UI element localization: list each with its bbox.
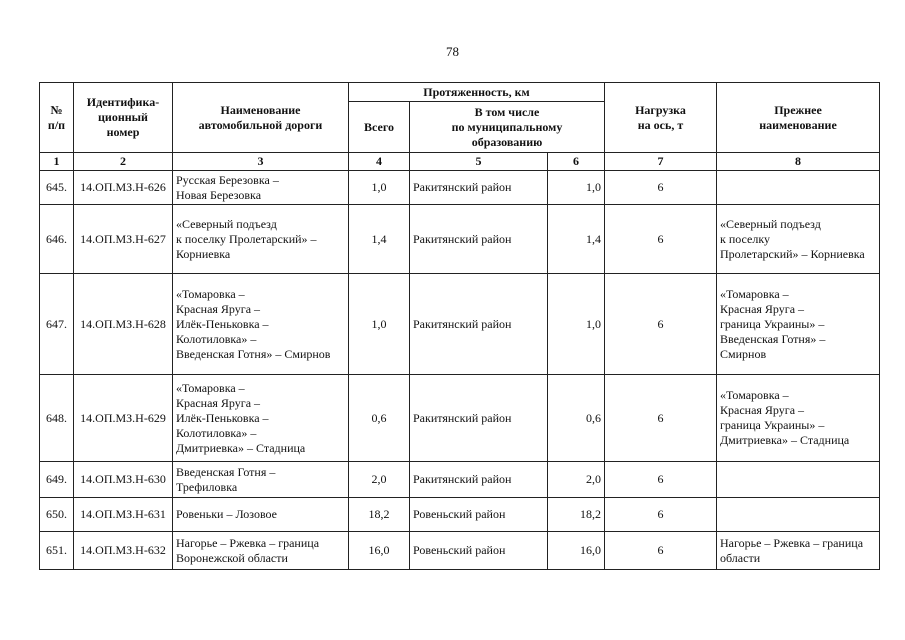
row-district-km: 2,0 [548,462,605,498]
column-number: 5 [410,153,548,171]
row-load: 6 [605,375,717,462]
column-number: 3 [173,153,349,171]
row-prev [717,462,880,498]
row-num: 649. [40,462,74,498]
row-prev [717,171,880,205]
row-district-km: 1,4 [548,205,605,274]
page-number: 78 [446,44,459,59]
row-id: 14.ОП.МЗ.Н-627 [74,205,173,274]
row-district: Ракитянский район [410,375,548,462]
row-district: Ровеньский район [410,532,548,570]
row-district-km: 0,6 [548,375,605,462]
row-name: «Томаровка – Красная Яруга – Илёк-Пеньковка – Колотиловка» – Введенская Готня» – Смирнов [173,274,349,375]
row-total: 18,2 [349,498,410,532]
row-name: «Томаровка – Красная Яруга – Илёк-Пеньковка – Колотиловка» – Дмитриевка» – Стадница [173,375,349,462]
row-load: 6 [605,171,717,205]
table-row [40,171,880,205]
row-district: Ровеньский район [410,498,548,532]
row-district: Ракитянский район [410,274,548,375]
row-prev: «Томаровка – Красная Яруга – граница Украины» – Введенская Готня» – Смирнов [717,274,880,375]
table-row [40,274,880,375]
row-load: 6 [605,498,717,532]
header-name: Наименование автомобильной дороги [173,83,349,153]
row-district-km: 1,0 [548,171,605,205]
row-id: 14.ОП.МЗ.Н-632 [74,532,173,570]
row-district-km: 16,0 [548,532,605,570]
row-id: 14.ОП.МЗ.Н-628 [74,274,173,375]
row-name: Нагорье – Ржевка – граница Воронежской области [173,532,349,570]
row-prev: Нагорье – Ржевка – граница области [717,532,880,570]
row-num: 650. [40,498,74,532]
row-name: «Северный подъезд к поселку Пролетарский» – Корниевка [173,205,349,274]
header-incl: В том числе по муниципальному образованию [410,102,605,153]
header-id: Идентифика- ционный номер [74,83,173,153]
header-load: Нагрузка на ось, т [605,83,717,153]
table-row [40,532,880,570]
row-id: 14.ОП.МЗ.Н-629 [74,375,173,462]
row-district-km: 1,0 [548,274,605,375]
row-district-km: 18,2 [548,498,605,532]
column-number: 7 [605,153,717,171]
column-number: 2 [74,153,173,171]
row-id: 14.ОП.МЗ.Н-626 [74,171,173,205]
row-district: Ракитянский район [410,205,548,274]
row-load: 6 [605,532,717,570]
row-total: 1,0 [349,274,410,375]
row-name: Ровеньки – Лозовое [173,498,349,532]
row-prev [717,498,880,532]
header-num: № п/п [40,83,74,153]
row-name: Введенская Готня – Трефиловка [173,462,349,498]
row-total: 1,4 [349,205,410,274]
row-load: 6 [605,274,717,375]
row-num: 646. [40,205,74,274]
column-number: 1 [40,153,74,171]
row-name: Русская Березовка – Новая Березовка [173,171,349,205]
table-row [40,375,880,462]
row-total: 16,0 [349,532,410,570]
row-district: Ракитянский район [410,462,548,498]
row-load: 6 [605,462,717,498]
row-total: 0,6 [349,375,410,462]
row-num: 648. [40,375,74,462]
table-row [40,498,880,532]
header-total: Всего [349,102,410,153]
row-prev: «Томаровка – Красная Яруга – граница Украины» – Дмитриевка» – Стадница [717,375,880,462]
row-id: 14.ОП.МЗ.Н-630 [74,462,173,498]
column-number: 8 [717,153,880,171]
row-num: 647. [40,274,74,375]
row-load: 6 [605,205,717,274]
row-id: 14.ОП.МЗ.Н-631 [74,498,173,532]
column-number: 6 [548,153,605,171]
row-total: 2,0 [349,462,410,498]
header-length: Протяженность, км [349,83,605,102]
roads-table [39,82,880,570]
row-total: 1,0 [349,171,410,205]
column-number: 4 [349,153,410,171]
row-prev: «Северный подъезд к поселку Пролетарский» – Корниевка [717,205,880,274]
table-row [40,462,880,498]
header-prev: Прежнее наименование [717,83,880,153]
table-row [40,205,880,274]
row-district: Ракитянский район [410,171,548,205]
row-num: 645. [40,171,74,205]
row-num: 651. [40,532,74,570]
